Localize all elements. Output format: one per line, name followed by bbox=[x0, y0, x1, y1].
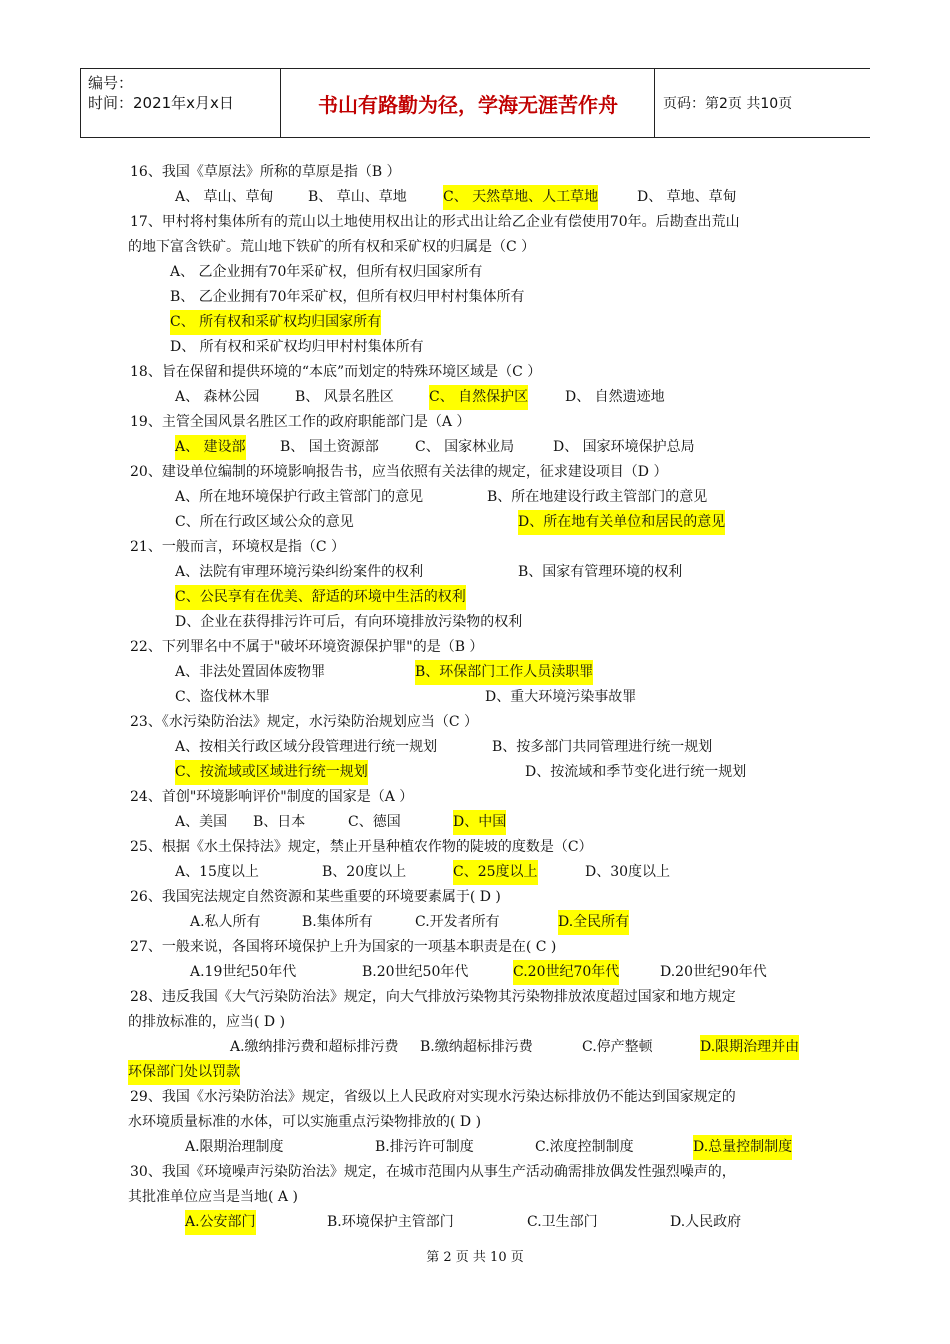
option: C.停产整顿 bbox=[582, 1039, 653, 1055]
option: D、 所有权和采矿权均归甲村村集体所有 bbox=[170, 339, 424, 355]
option: B、 草山、草地 bbox=[308, 189, 407, 205]
question-stem: 20、建设单位编制的环境影响报告书，应当依照有关法律的规定，征求建设项目（D ） bbox=[130, 464, 668, 480]
question-stem-cont: 其批准单位应当是当地( A ) bbox=[128, 1189, 298, 1205]
option: D、 自然遗迹地 bbox=[565, 389, 665, 405]
option: D.人民政府 bbox=[670, 1214, 742, 1230]
options-row bbox=[130, 285, 820, 310]
option: D、 国家环境保护总局 bbox=[553, 439, 695, 455]
options-row bbox=[130, 910, 820, 935]
header-motto: 书山有路勤为径，学海无涯苦作舟 bbox=[318, 92, 618, 117]
question-stem-cont: 的地下富含铁矿。荒山地下铁矿的所有权和采矿权的归属是（C ） bbox=[128, 239, 536, 255]
option: A.私人所有 bbox=[190, 914, 261, 930]
option: A.19世纪50年代 bbox=[190, 964, 297, 980]
question-stem: 26、我国宪法规定自然资源和某些重要的环境要素属于( D ) bbox=[130, 889, 501, 905]
options-row bbox=[130, 610, 820, 635]
options-row bbox=[130, 260, 820, 285]
option: C、德国 bbox=[348, 814, 401, 830]
header-info bbox=[88, 73, 234, 113]
option: B.集体所有 bbox=[302, 914, 373, 930]
options-row bbox=[130, 560, 820, 585]
option: C、盗伐林木罪 bbox=[175, 689, 270, 705]
answer-option: D、中国 bbox=[453, 810, 506, 835]
option: A.缴纳排污费和超标排污费 bbox=[230, 1039, 399, 1055]
answer-option: C、公民享有在优美、舒适的环境中生活的权利 bbox=[175, 585, 466, 610]
option: B、按多部门共同管理进行统一规划 bbox=[492, 739, 713, 755]
options-row bbox=[130, 860, 820, 885]
option: C.开发者所有 bbox=[415, 914, 500, 930]
option: B、20度以上 bbox=[322, 864, 407, 880]
option: A、法院有审理环境污染纠纷案件的权利 bbox=[175, 564, 424, 580]
answer-option: B、环保部门工作人员渎职罪 bbox=[415, 660, 593, 685]
options-row bbox=[130, 1135, 820, 1160]
option: D、重大环境污染事故罪 bbox=[485, 689, 637, 705]
options-row-cont bbox=[130, 1060, 820, 1085]
option: C.卫生部门 bbox=[527, 1214, 598, 1230]
answer-option: C、25度以上 bbox=[453, 860, 538, 885]
answer-option: A、 建设部 bbox=[175, 435, 246, 460]
option: C、 国家林业局 bbox=[415, 439, 515, 455]
options-row bbox=[130, 960, 820, 985]
header-page: 页码：第2页 共10页 bbox=[663, 96, 793, 112]
options-row bbox=[130, 310, 820, 335]
option: C.浓度控制制度 bbox=[535, 1139, 634, 1155]
page-header bbox=[80, 68, 870, 138]
header-divider bbox=[654, 69, 655, 137]
option: B、 风景名胜区 bbox=[295, 389, 394, 405]
option: A、非法处置固体废物罪 bbox=[175, 664, 326, 680]
answer-option: A.公安部门 bbox=[185, 1210, 256, 1235]
question-stem: 25、根据《水土保持法》规定，禁止开垦种植农作物的陡坡的度数是（C） bbox=[130, 839, 593, 855]
question-stem: 28、违反我国《大气污染防治法》规定，向大气排放污染物其污染物排放浓度超过国家和地方规定 bbox=[130, 989, 736, 1005]
options-row bbox=[130, 760, 820, 785]
question-stem: 24、首创"环境影响评价"制度的国家是（A ） bbox=[130, 789, 414, 805]
header-divider bbox=[280, 69, 281, 137]
options-row bbox=[130, 660, 820, 685]
answer-option: C、 天然草地、人工草地 bbox=[443, 185, 598, 210]
doc-time: 时间：2021年x月x日 bbox=[88, 94, 234, 112]
answer-option: C、 所有权和采矿权均归国家所有 bbox=[170, 310, 381, 335]
option: B.缴纳超标排污费 bbox=[420, 1039, 533, 1055]
option: A、 草山、草甸 bbox=[175, 189, 274, 205]
question-stem: 18、旨在保留和提供环境的“本底”而划定的特殊环境区域是（C ） bbox=[130, 364, 542, 380]
answer-option: C、 自然保护区 bbox=[429, 385, 528, 410]
option: A、 乙企业拥有70年采矿权，但所有权归国家所有 bbox=[170, 264, 483, 280]
option: A、 森林公园 bbox=[175, 389, 260, 405]
options-row bbox=[130, 585, 820, 610]
answer-option: C.20世纪70年代 bbox=[513, 960, 619, 985]
options-row bbox=[130, 435, 820, 460]
answer-option: D.限期治理并由 bbox=[700, 1035, 799, 1060]
option: D.20世纪90年代 bbox=[660, 964, 767, 980]
question-stem: 19、主管全国风景名胜区工作的政府职能部门是（A ） bbox=[130, 414, 471, 430]
answer-option: D、所在地有关单位和居民的意见 bbox=[518, 510, 725, 535]
options-row bbox=[130, 485, 820, 510]
option: B.排污许可制度 bbox=[375, 1139, 474, 1155]
options-row bbox=[130, 685, 820, 710]
option: D、30度以上 bbox=[585, 864, 671, 880]
question-stem: 23、《水污染防治法》规定，水污染防治规划应当（C ） bbox=[130, 714, 478, 730]
question-stem-cont: 的排放标准的，应当( D ) bbox=[128, 1014, 286, 1030]
question-stem: 22、下列罪名中不属于"破坏环境资源保护罪"的是（B ） bbox=[130, 639, 484, 655]
option: B、日本 bbox=[253, 814, 306, 830]
answer-option: D.全民所有 bbox=[558, 910, 629, 935]
answer-option: D.总量控制制度 bbox=[693, 1135, 792, 1160]
option: D、 草地、草甸 bbox=[637, 189, 737, 205]
option: B、所在地建设行政主管部门的意见 bbox=[487, 489, 708, 505]
page-footer: 第 2 页 共 10 页 bbox=[426, 1250, 524, 1265]
option: B.环境保护主管部门 bbox=[327, 1214, 454, 1230]
question-stem: 21、一般而言，环境权是指（C ） bbox=[130, 539, 345, 555]
option: B.20世纪50年代 bbox=[362, 964, 469, 980]
options-row bbox=[130, 510, 820, 535]
option: A、美国 bbox=[175, 814, 228, 830]
option: A、按相关行政区域分段管理进行统一规划 bbox=[175, 739, 438, 755]
question-stem: 16、我国《草原法》所称的草原是指（B ） bbox=[130, 164, 401, 180]
question-stem: 27、一般来说，各国将环境保护上升为国家的一项基本职责是在( C ) bbox=[130, 939, 557, 955]
options-row bbox=[130, 385, 820, 410]
option: D、企业在获得排污许可后，有向环境排放污染物的权利 bbox=[175, 614, 523, 630]
answer-option-cont: 环保部门处以罚款 bbox=[128, 1060, 240, 1085]
option: C、所在行政区域公众的意见 bbox=[175, 514, 354, 530]
option: B、国家有管理环境的权利 bbox=[518, 564, 683, 580]
options-row bbox=[130, 335, 820, 360]
question-stem: 30、我国《环境噪声污染防治法》规定，在城市范围内从事生产活动确需排放偶发性强烈噪声的， bbox=[130, 1164, 736, 1180]
option: B、 国土资源部 bbox=[280, 439, 379, 455]
options-row bbox=[130, 810, 820, 835]
options-row bbox=[130, 735, 820, 760]
option: D、按流域和季节变化进行统一规划 bbox=[525, 764, 747, 780]
question-stem: 29、我国《水污染防治法》规定，省级以上人民政府对实现水污染达标排放仍不能达到国家规定的 bbox=[130, 1089, 736, 1105]
header-border bbox=[80, 69, 81, 137]
option: A、15度以上 bbox=[175, 864, 259, 880]
question-stem-cont: 水环境质量标准的水体，可以实施重点污染物排放的( D ) bbox=[128, 1114, 482, 1130]
options-row bbox=[130, 1210, 820, 1235]
option: A.限期治理制度 bbox=[185, 1139, 284, 1155]
answer-option: C、按流域或区域进行统一规划 bbox=[175, 760, 368, 785]
options-row bbox=[130, 185, 820, 210]
doc-number: 编号： bbox=[88, 74, 134, 92]
options-row bbox=[130, 1035, 820, 1060]
option: A、所在地环境保护行政主管部门的意见 bbox=[175, 489, 424, 505]
question-list bbox=[130, 160, 820, 1235]
option: B、 乙企业拥有70年采矿权，但所有权归甲村村集体所有 bbox=[170, 289, 525, 305]
question-stem: 17、甲村将村集体所有的荒山以土地使用权出让的形式出让给乙企业有偿使用70年。后勘查出荒山 bbox=[130, 214, 740, 230]
